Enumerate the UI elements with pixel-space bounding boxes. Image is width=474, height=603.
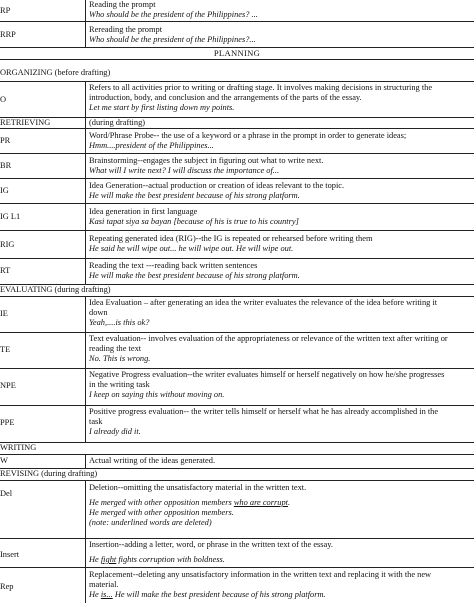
row-description: Refers to all activities prior to writing or drafting stage. It involves making decisions in structuring the introduction, body, and conclusion and the arrangements of the parts of the essay. Let me start by first listing down my points. [89,83,433,112]
row-code: BR [0,161,12,170]
row-divider [0,480,474,481]
row-code: RP [0,6,11,15]
row-divider [0,21,474,22]
row-divider [0,405,474,406]
row-description: Idea generation in first language Kasi tapat siya sa bayan [because of his is true to his country] [89,207,299,226]
row-description: Idea Evaluation – after generating an idea the writer evaluates the relevance of the idea before writing it down Yeah,....is this ok? [89,298,438,327]
row-divider [0,230,474,231]
row-code: NPE [0,381,16,390]
row-description: Actual writing of the ideas generated. [89,456,216,465]
row-description: Idea Generation--actual production or creation of ideas relevant to the topic. He will make the best president because of his strong platform. [89,181,345,200]
row-divider [0,368,474,369]
insert-example: He fight fights corruption with boldness. [89,555,225,564]
row-description: Brainstorming--engages the subject in figuring out what to write next. What will I write next? I will discuss the importance of... [89,156,324,175]
column-divider [85,480,86,603]
row-divider [0,128,474,129]
row-description: Insertion--adding a letter, word, or phrase in the written text of the essay. He fight fights corruption with boldness. [89,540,471,565]
section-banner: PLANNING [213,48,261,58]
row-divider [0,153,474,154]
section-heading: RETRIEVING [0,118,51,127]
row-code: W [0,456,8,465]
section-note: (during drafting) [89,118,146,127]
row-divider [0,258,474,259]
row-code: PPE [0,418,15,427]
row-code: Rep [0,582,14,591]
row-code: IG L1 [0,212,21,221]
row-code: RT [0,266,11,275]
row-description: Repeating generated idea (RIG)--the IG is repeated or rehearsed before writing them He said he will wipe out... he will wipe out. He will wipe out. [89,234,373,253]
del-example-1: He merged with other opposition members who are corrupt. [89,498,291,507]
row-code: Del [0,489,13,498]
row-code: RIG [0,240,15,249]
row-description: Negative Progress evaluation--the writer evaluates himself or herself negatively on how he/she progresses in the writing task I keep on saying this without moving on. [89,370,445,399]
row-description: Reading the text ---reading back written sentences He will make the best president because of his strong platform. [89,261,300,280]
column-divider [85,81,86,117]
column-divider [85,128,86,284]
row-code: IE [0,309,8,318]
row-description: Rereading the prompt Who should be the president of the Philippines?... [89,25,256,44]
row-description: Deletion--omitting the unsatisfactory material in the written text. He merged with other opposition members who are corrupt. He merged with other opposition members. (note: underlined words are deleted) [89,483,471,528]
row-divider [0,567,474,568]
column-divider [85,0,86,47]
row-code: O [0,95,7,104]
row-divider [0,454,474,455]
row-code: Insert [0,550,20,559]
column-divider [85,454,86,468]
rep-example: He is... He will make the best president because of his strong platform. [89,590,326,599]
row-code: PR [0,136,11,145]
row-divider [0,81,474,82]
row-description: Replacement--deleting any unsatisfactory information in the written text and replacing it with the new material. He is... He will make the best president because of his strong platform. [89,570,471,600]
section-heading: WRITING [0,443,37,452]
section-heading: REVISING (during drafting) [0,469,98,478]
row-divider [0,332,474,333]
row-divider [0,203,474,204]
section-heading: ORGANIZING (before drafting) [0,68,111,77]
row-code: IG [0,186,9,195]
row-divider [0,538,474,539]
row-description: Positive progress evaluation-- the writer tells himself or herself what he has already accomplished in the task I already did it. [89,407,439,436]
row-code: RRP [0,30,16,39]
row-description: Text evaluation-- involves evaluation of the appropriateness or relevance of the written text after writing or reading the text No. This is wrong. [89,334,448,363]
row-divider [0,296,474,297]
row-code: TE [0,345,11,354]
column-divider [85,296,86,442]
row-description: Reading the prompt Who should be the president of the Philippines? ... [89,0,258,19]
row-description: Word/Phrase Probe-- the use of a keyword or a phrase in the prompt in order to generate ideas; Hmm....president of the Philippines... [89,131,407,150]
section-heading: EVALUATING (during drafting) [0,285,111,294]
column-divider [85,117,86,128]
row-divider [0,178,474,179]
row-divider [0,59,474,60]
row-divider [0,442,474,443]
